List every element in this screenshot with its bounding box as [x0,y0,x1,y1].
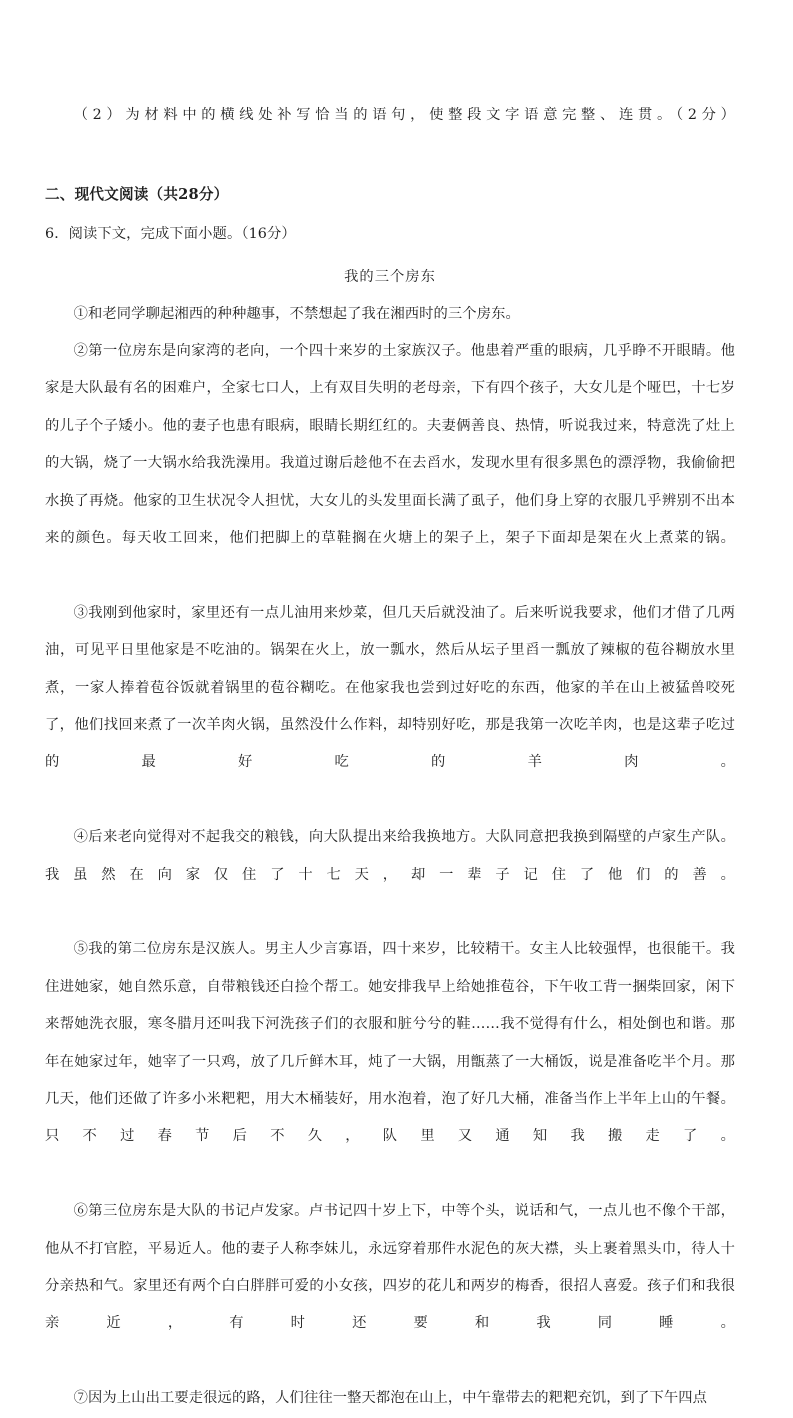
section-heading-modern-reading: 二、现代文阅读（共28分） [45,186,229,203]
article-paragraph-3: ③我刚到他家时，家里还有一点儿油用来炒菜，但几天后就没油了。后来听说我要求，他们才借了几两油，可见平日里他家是不吃油的。锅架在火上，放一瓢水，然后从坛子里舀一瓢放了辣椒的苞谷糊放水里煮，一家人捧着苞谷饭就着锅里的苞谷糊吃。在他家我也尝到过好吃的东西，他家的羊在山上被猛兽咬死了，他们找回来煮了一次羊肉火锅，虽然没什么作料，却特别好吃，那是我第一次吃羊肉，也是这辈子吃过的最好吃的羊肉。 [45,604,735,771]
article-title: 我的三个房东 [344,268,436,285]
document-body [45,97,735,1418]
sub-question-2: （2）为材料中的横线处补写恰当的语句，使整段文字语意完整、连贯。（2分） [73,107,735,123]
article-paragraph-5: ⑤我的第二位房东是汉族人。男主人少言寡语，四十来岁，比较精干。女主人比较强悍，也很能干。我住进她家，她自然乐意，自带粮钱还白捡个帮工。她安排我早上给她推苞谷，下午收工背一捆柴回家，闲下来帮她洗衣服，寒冬腊月还叫我下河洗孩子们的衣服和脏兮兮的鞋……我不觉得有什么，相处倒也和谐。那年在她家过年，她宰了一只鸡，放了几斤鲜木耳，炖了一大锅，用甑蒸了一大桶饭，说是准备吃半个月。那几天，他们还做了许多小米粑粑，用大木桶装好，用水泡着，泡了好几大桶，准备当作上半年上山的午餐。只不过春节后不久，队里又通知我搬走了。 [45,941,735,1145]
article-paragraph-2: ②第一位房东是向家湾的老向，一个四十来岁的土家族汉子。他患着严重的眼病，几乎睁不开眼睛。他家是大队最有名的困难户，全家七口人，上有双目失明的老母亲，下有四个孩子，大女儿是个哑巴，十七岁的儿子个子矮小。他的妻子也患有眼病，眼睛长期红红的。夫妻俩善良、热情，听说我过来，特意洗了灶上的大锅，烧了一大锅水给我洗澡用。我道过谢后趁他不在去舀水，发现水里有很多黑色的漂浮物，我偷偷把水换了再烧。他家的卫生状况令人担忧，大女儿的头发里面长满了虱子，他们身上穿的衣服几乎辨别不出本来的颜色。每天收工回来，他们把脚上的草鞋搁在火塘上的架子上，架子下面却是架在火上煮菜的锅。 [45,342,735,546]
article-paragraph-6: ⑥第三位房东是大队的书记卢发家。卢书记四十岁上下，中等个头，说话和气，一点儿也不像个干部，他从不打官腔，平易近人。他的妻子人称李妹儿，永远穿着那件水泥色的灰大襟，头上裹着黑头巾，待人十分亲热和气。家里还有两个白白胖胖可爱的小女孩，四岁的花儿和两岁的梅香，很招人喜爱。孩子们和我很亲近，有时还要和我同睡。 [45,1203,735,1332]
article-paragraph-1: ①和老同学聊起湘西的种种趣事，不禁想起了我在湘西时的三个房东。 [73,305,520,322]
article-paragraph-4: ④后来老向觉得对不起我交的粮钱，向大队提出来给我换地方。大队同意把我换到隔壁的卢家生产队。我虽然在向家仅住了十七天，却一辈子记住了他们的善。 [45,829,735,883]
question-6-prompt: 6．阅读下文，完成下面小题。（16分） [45,226,296,242]
article-paragraph-7: ⑦因为上山出工要走很远的路，人们往往一整天都泡在山上，中午靠带去的粑粑充饥，到了下午四点 [73,1390,708,1407]
